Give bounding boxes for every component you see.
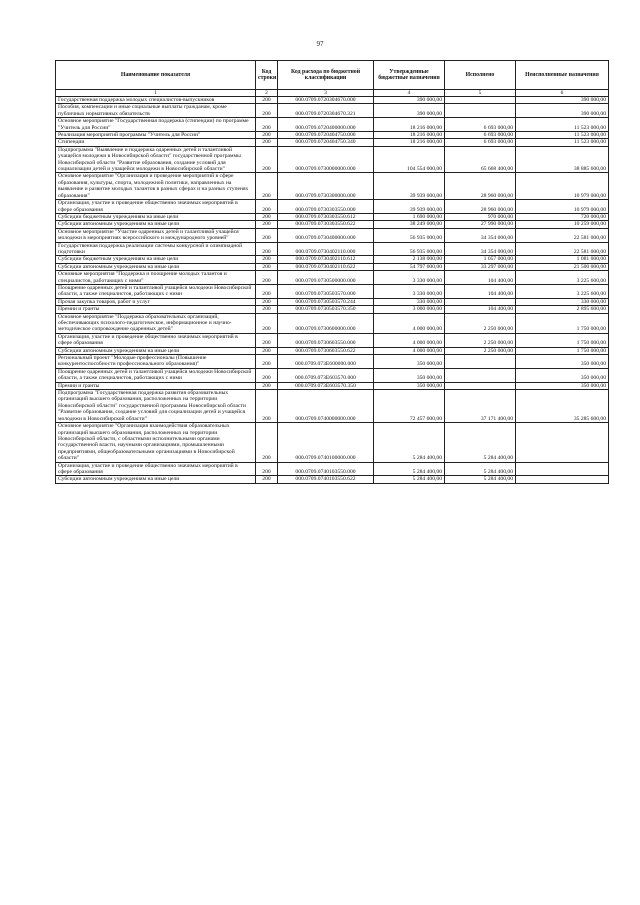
row-indicator-name: Основное мероприятие "Организация взаимодействия образовательных организаций высшего образования, расположенных на территории Новосибирской области, с областными исполнительными органами государственной власти, научными организациями, промышленными предприятиями, общеобразовательными организациями в Новосибирской области" — [56, 423, 256, 462]
row-remaining-amount: 1 750 000,00 — [516, 347, 609, 354]
row-executed-amount: 104 400,00 — [445, 271, 516, 285]
row-approved-amount: 3 330 000,00 — [374, 284, 445, 298]
row-remaining-amount: 390 000,00 — [516, 97, 609, 104]
row-approved-amount: 18 216 000,00 — [374, 139, 445, 146]
row-approved-amount: 1 690 000,00 — [374, 213, 445, 220]
row-indicator-name: Основное мероприятие "Государственная поддержка (стипендии) по программе "Учитель для России" — [56, 118, 256, 132]
table-row — [56, 355, 609, 369]
row-indicator-name: Субсидии автономным учреждениям на иные цели — [56, 347, 256, 354]
table-row — [56, 104, 609, 118]
row-approved-amount: 5 284 400,00 — [374, 476, 445, 483]
row-remaining-amount: 1 081 000,00 — [516, 256, 609, 263]
row-remaining-amount: 1 750 000,00 — [516, 313, 609, 333]
row-indicator-name: Пособия, компенсации и иные социальные выплаты гражданам, кроме публичных нормативных обязательств — [56, 104, 256, 118]
column-number: 5 — [445, 90, 516, 97]
table-row — [56, 368, 609, 382]
row-approved-amount: 72 457 000,00 — [374, 390, 445, 423]
row-executed-amount: 2 250 000,00 — [445, 313, 516, 333]
row-indicator-name: Организация, участие и проведение общественно значимых мероприятий в сфере образования — [56, 333, 256, 347]
row-line-code: 200 — [256, 213, 278, 220]
table-row — [56, 263, 609, 270]
row-remaining-amount: 2 895 600,00 — [516, 306, 609, 313]
row-indicator-name: Субсидии автономным учреждениям на иные цели — [56, 221, 256, 228]
row-approved-amount: 56 935 000,00 — [374, 228, 445, 242]
header-approved: Утвержденные бюджетные назначения — [374, 61, 445, 90]
row-indicator-name: Основные мероприятия "Поддержка и поощрение молодых талантов и специалистов, работающих с ними" — [56, 271, 256, 285]
row-line-code: 200 — [256, 263, 278, 270]
row-indicator-name: Стипендии — [56, 139, 256, 146]
table-row — [56, 242, 609, 256]
row-remaining-amount: 390 000,00 — [516, 104, 609, 118]
row-remaining-amount: 11 523 000,00 — [516, 132, 609, 139]
row-approved-amount: 4 000 000,00 — [374, 313, 445, 333]
row-classification-code: 000.0709.0720404750.000 — [278, 132, 374, 139]
table-row — [56, 139, 609, 146]
row-indicator-name: Прочая закупка товаров, работ и услуг — [56, 298, 256, 305]
row-approved-amount: 3 330 000,00 — [374, 271, 445, 285]
row-remaining-amount: 330 000,00 — [516, 298, 609, 305]
row-executed-amount — [445, 298, 516, 305]
row-line-code: 200 — [256, 173, 278, 200]
row-indicator-name: Премии и гранты — [56, 306, 256, 313]
row-indicator-name: Подпрограмма "Государственная поддержка развития образовательных организаций высшего образования, расположенных на территории Новосибирской области" государственной программы Новосибирской области "Развитие образования, создание условий для социализации детей и учащейся молодежи в Новосибирской области" — [56, 390, 256, 423]
table-row — [56, 146, 609, 173]
row-line-code: 200 — [256, 333, 278, 347]
table-row — [56, 284, 609, 298]
row-remaining-amount: 720 000,00 — [516, 213, 609, 220]
row-classification-code: 000.0709.0730303550.622 — [278, 221, 374, 228]
row-line-code: 200 — [256, 382, 278, 389]
row-executed-amount — [445, 355, 516, 369]
row-remaining-amount: 21 500 000,00 — [516, 263, 609, 270]
row-remaining-amount: 38 885 600,00 — [516, 146, 609, 173]
table-row — [56, 200, 609, 214]
row-classification-code: 000.0709.0730402110.612 — [278, 256, 374, 263]
row-executed-amount: 27 990 000,00 — [445, 221, 516, 228]
row-approved-amount: 54 797 000,00 — [374, 263, 445, 270]
row-indicator-name: Государственная поддержка молодых специалистов-выпускников — [56, 97, 256, 104]
table-row — [56, 97, 609, 104]
row-approved-amount: 18 216 000,00 — [374, 118, 445, 132]
header-remaining: Неисполненные назначения — [516, 61, 609, 90]
table-row — [56, 298, 609, 305]
table-body — [56, 97, 609, 484]
row-line-code: 200 — [256, 242, 278, 256]
header-executed: Исполнено — [445, 61, 516, 90]
row-remaining-amount — [516, 476, 609, 483]
table-row — [56, 347, 609, 354]
row-line-code: 200 — [256, 355, 278, 369]
table-row — [56, 173, 609, 200]
row-approved-amount: 56 935 000,00 — [374, 242, 445, 256]
row-line-code: 200 — [256, 118, 278, 132]
row-line-code: 200 — [256, 306, 278, 313]
row-executed-amount: 37 171 400,00 — [445, 390, 516, 423]
row-executed-amount: 34 354 000,00 — [445, 242, 516, 256]
row-executed-amount — [445, 104, 516, 118]
row-classification-code: 000.0709.073E603570.000 — [278, 368, 374, 382]
row-executed-amount: 28 960 000,00 — [445, 173, 516, 200]
row-executed-amount: 5 284 400,00 — [445, 476, 516, 483]
row-classification-code: 000.0709.0730600000.000 — [278, 313, 374, 333]
row-executed-amount: 104 400,00 — [445, 284, 516, 298]
row-classification-code: 000.0709.073E600000.000 — [278, 355, 374, 369]
table-row — [56, 382, 609, 389]
table-row — [56, 118, 609, 132]
row-classification-code: 000.0709.0730303550.612 — [278, 213, 374, 220]
row-line-code: 200 — [256, 298, 278, 305]
row-classification-code: 000.0709.0730603550.622 — [278, 347, 374, 354]
row-approved-amount: 350 000,00 — [374, 368, 445, 382]
row-indicator-name: Подпрограмма "Выявление и поддержка одаренных детей и талантливой учащейся молодежи в Новосибирской области" государственной программы Новосибирской области "Развитие образования, создание условий для социализации детей и учащейся молодежи в Новосибирской области" — [56, 146, 256, 173]
row-remaining-amount: 22 581 000,00 — [516, 242, 609, 256]
row-line-code: 200 — [256, 476, 278, 483]
table-row — [56, 423, 609, 462]
row-line-code: 200 — [256, 132, 278, 139]
row-line-code: 200 — [256, 390, 278, 423]
table-row — [56, 256, 609, 263]
row-executed-amount — [445, 382, 516, 389]
row-line-code: 200 — [256, 423, 278, 462]
row-line-code: 200 — [256, 228, 278, 242]
table-row — [56, 390, 609, 423]
column-number: 4 — [374, 90, 445, 97]
row-approved-amount: 3 000 000,00 — [374, 306, 445, 313]
row-indicator-name: Региональный проект "Молодые профессионалы (Повышение конкурентоспособности профессионального образования)" — [56, 355, 256, 369]
row-indicator-name: Поощрение одаренных детей и талантливой учащейся молодежи Новосибирской области, а также специалистов, работающих с ними — [56, 284, 256, 298]
row-indicator-name: Основное мероприятие "Организация и проведение мероприятий в сфере образования, культуры, спорта, молодежной политики, направленных на выявление и развитие молодых талантов в разных сферах и на разных ступенях образования" — [56, 173, 256, 200]
table-row — [56, 476, 609, 483]
row-line-code: 200 — [256, 462, 278, 476]
row-executed-amount: 5 284 400,00 — [445, 423, 516, 462]
row-approved-amount: 39 939 000,00 — [374, 173, 445, 200]
row-classification-code: 000.0709.0730503570.350 — [278, 306, 374, 313]
row-executed-amount: 2 250 000,00 — [445, 333, 516, 347]
row-indicator-name: Реализация мероприятий программы "Учитель для России" — [56, 132, 256, 139]
row-classification-code: 000.0709.0730303550.000 — [278, 200, 374, 214]
row-executed-amount: 5 284 400,00 — [445, 462, 516, 476]
row-approved-amount: 350 000,00 — [374, 382, 445, 389]
row-line-code: 200 — [256, 139, 278, 146]
row-remaining-amount — [516, 423, 609, 462]
row-remaining-amount: 35 285 600,00 — [516, 390, 609, 423]
header-line-code: Код строки — [256, 61, 278, 90]
row-approved-amount: 104 554 000,00 — [374, 146, 445, 173]
budget-execution-table — [55, 60, 609, 484]
row-approved-amount: 4 000 000,00 — [374, 333, 445, 347]
row-indicator-name: Субсидии автономным учреждениям на иные цели — [56, 263, 256, 270]
row-executed-amount: 6 693 000,00 — [445, 132, 516, 139]
row-remaining-amount: 10 979 000,00 — [516, 173, 609, 200]
row-indicator-name: Субсидии автономным учреждениям на иные цели — [56, 476, 256, 483]
row-line-code: 200 — [256, 271, 278, 285]
row-remaining-amount: 350 000,00 — [516, 368, 609, 382]
row-executed-amount: 65 668 400,00 — [445, 146, 516, 173]
row-indicator-name: Поощрение одаренных детей и талантливой учащейся молодежи Новосибирской области, а также специалистов, работающих с ними — [56, 368, 256, 382]
row-executed-amount: 1 057 000,00 — [445, 256, 516, 263]
row-remaining-amount: 10 259 000,00 — [516, 221, 609, 228]
row-remaining-amount — [516, 462, 609, 476]
row-executed-amount: 28 960 000,00 — [445, 200, 516, 214]
row-classification-code: 000.0709.0740000000.000 — [278, 390, 374, 423]
row-classification-code: 000.0709.0730503570.000 — [278, 284, 374, 298]
row-classification-code: 000.0709.0720304670.000 — [278, 97, 374, 104]
row-approved-amount: 350 000,00 — [374, 355, 445, 369]
row-remaining-amount: 10 979 000,00 — [516, 200, 609, 214]
row-indicator-name: Государственная поддержка реализации системы конкурсной и олимпиадной подготовки — [56, 242, 256, 256]
row-executed-amount: 6 693 000,00 — [445, 139, 516, 146]
table-row — [56, 462, 609, 476]
row-line-code: 200 — [256, 104, 278, 118]
row-line-code: 200 — [256, 256, 278, 263]
row-indicator-name: Премии и гранты — [56, 382, 256, 389]
row-approved-amount: 5 284 400,00 — [374, 462, 445, 476]
table-row — [56, 333, 609, 347]
row-classification-code: 000.0709.0730500000.000 — [278, 271, 374, 285]
column-number: 1 — [56, 90, 256, 97]
page-number: 97 — [316, 40, 324, 48]
row-classification-code: 000.0709.0720404750.340 — [278, 139, 374, 146]
row-approved-amount: 330 000,00 — [374, 298, 445, 305]
row-remaining-amount: 3 225 600,00 — [516, 271, 609, 285]
row-remaining-amount: 350 000,00 — [516, 355, 609, 369]
row-classification-code: 000.0709.0730503570.244 — [278, 298, 374, 305]
table-header — [56, 61, 609, 97]
row-line-code: 200 — [256, 368, 278, 382]
row-indicator-name: Субсидии бюджетным учреждениям на иные цели — [56, 213, 256, 220]
row-line-code: 200 — [256, 313, 278, 333]
row-approved-amount: 4 000 000,00 — [374, 347, 445, 354]
row-indicator-name: Субсидии бюджетным учреждениям на иные цели — [56, 256, 256, 263]
row-executed-amount: 34 354 000,00 — [445, 228, 516, 242]
row-classification-code: 000.0709.0730402110.000 — [278, 242, 374, 256]
row-approved-amount: 5 284 400,00 — [374, 423, 445, 462]
row-approved-amount: 2 138 000,00 — [374, 256, 445, 263]
row-line-code: 200 — [256, 221, 278, 228]
row-executed-amount: 33 297 000,00 — [445, 263, 516, 270]
row-remaining-amount: 3 225 600,00 — [516, 284, 609, 298]
row-line-code: 200 — [256, 200, 278, 214]
row-classification-code: 000.0709.0730300000.000 — [278, 173, 374, 200]
header-classification-code: Код расхода по бюджетной классификации — [278, 61, 374, 90]
row-indicator-name: Организация, участие и проведение общественно значимых мероприятий в сфере образования — [56, 462, 256, 476]
row-classification-code: 000.0709.0730400000.000 — [278, 228, 374, 242]
column-number: 2 — [256, 90, 278, 97]
row-approved-amount: 390 000,00 — [374, 104, 445, 118]
row-line-code: 200 — [256, 146, 278, 173]
column-number-row — [56, 90, 609, 97]
row-classification-code: 000.0709.0730402110.622 — [278, 263, 374, 270]
table-row — [56, 306, 609, 313]
row-classification-code: 000.0709.0720304670.321 — [278, 104, 374, 118]
table-row — [56, 221, 609, 228]
row-remaining-amount: 350 000,00 — [516, 382, 609, 389]
column-number: 6 — [516, 90, 609, 97]
row-line-code: 200 — [256, 97, 278, 104]
table-row — [56, 271, 609, 285]
row-line-code: 200 — [256, 284, 278, 298]
row-executed-amount: 6 693 000,00 — [445, 118, 516, 132]
row-classification-code: 000.0709.0730000000.000 — [278, 146, 374, 173]
row-approved-amount: 18 216 000,00 — [374, 132, 445, 139]
row-approved-amount: 39 939 000,00 — [374, 200, 445, 214]
row-remaining-amount: 22 581 000,00 — [516, 228, 609, 242]
row-classification-code: 000.0709.0740100000.000 — [278, 423, 374, 462]
table-row — [56, 132, 609, 139]
row-executed-amount — [445, 368, 516, 382]
row-classification-code: 000.0709.0740103550.000 — [278, 462, 374, 476]
table-row — [56, 313, 609, 333]
row-remaining-amount: 11 523 000,00 — [516, 139, 609, 146]
row-approved-amount: 390 000,00 — [374, 97, 445, 104]
row-approved-amount: 38 249 000,00 — [374, 221, 445, 228]
row-remaining-amount: 1 750 000,00 — [516, 333, 609, 347]
row-classification-code: 000.0709.0720400000.000 — [278, 118, 374, 132]
row-classification-code: 000.0709.0730603550.000 — [278, 333, 374, 347]
row-executed-amount — [445, 97, 516, 104]
table-row — [56, 213, 609, 220]
row-executed-amount: 104 400,00 — [445, 306, 516, 313]
row-executed-amount: 970 000,00 — [445, 213, 516, 220]
header-indicator-name: Наименование показателя — [56, 61, 256, 90]
row-remaining-amount: 11 523 000,00 — [516, 118, 609, 132]
row-line-code: 200 — [256, 347, 278, 354]
row-classification-code: 000.0709.073E603570.350 — [278, 382, 374, 389]
row-indicator-name: Основное мероприятие "Участие одаренных детей и талантливой учащейся молодежи в мероприятиях всероссийского и международного уровней" — [56, 228, 256, 242]
row-indicator-name: Организация, участие и проведение общественно значимых мероприятий в сфере образования — [56, 200, 256, 214]
table-row — [56, 228, 609, 242]
row-indicator-name: Основное мероприятие "Поддержка образовательных организаций, обеспечивающих психолого-педагогическое, информационное и научно-методическое сопровождение одаренных детей" — [56, 313, 256, 333]
row-executed-amount: 2 250 000,00 — [445, 347, 516, 354]
row-classification-code: 000.0709.0740103550.622 — [278, 476, 374, 483]
column-number: 3 — [278, 90, 374, 97]
